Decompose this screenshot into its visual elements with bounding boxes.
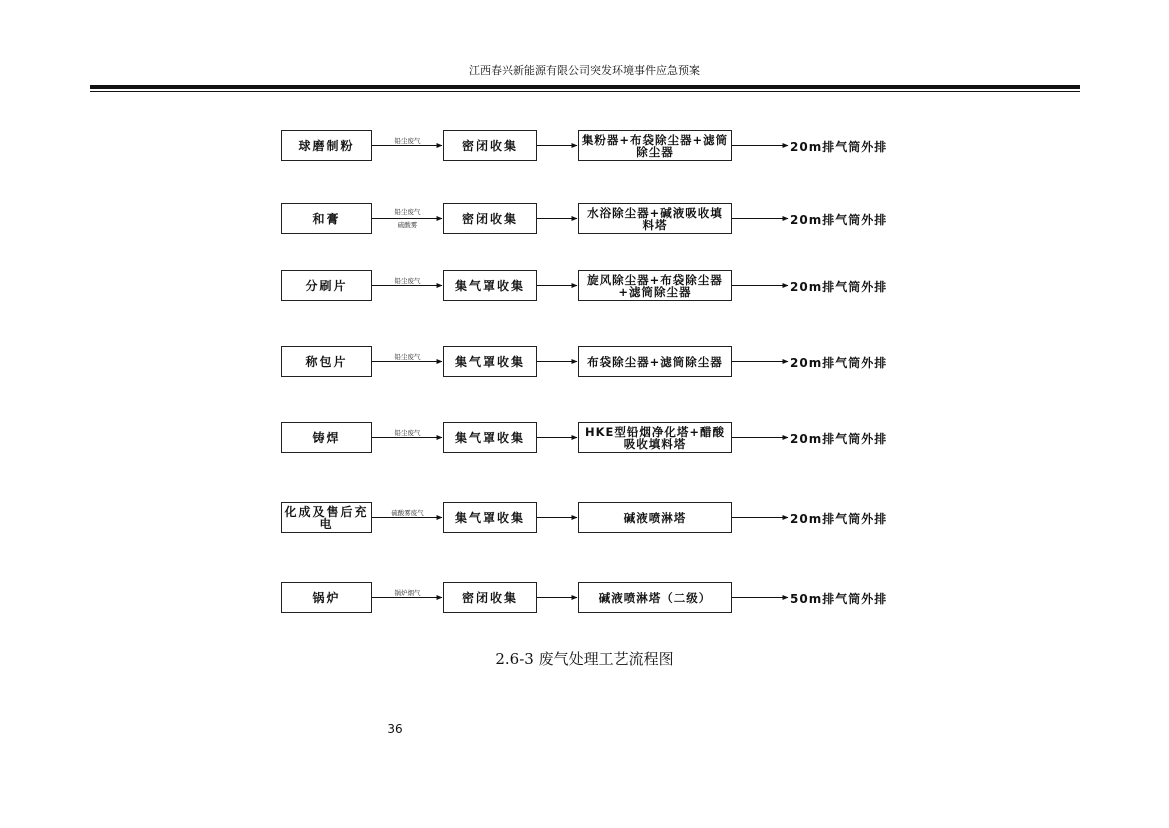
- gas-label-1-1: 铅尘废气: [394, 136, 421, 145]
- gas-label-2-2: 硫酸雾: [397, 220, 418, 229]
- source-box-1: 球磨制粉: [281, 130, 372, 161]
- gas-label-5-1: 铅尘废气: [394, 428, 421, 437]
- page-header-title: 江西春兴新能源有限公司突发环境事件应急预案: [469, 64, 700, 77]
- source-box-5: 铸焊: [281, 422, 372, 453]
- collection-box-5: 集气罩收集: [443, 422, 537, 453]
- source-box-7: 锅炉: [281, 582, 372, 613]
- treatment-box-2: 水浴除尘器+碱液吸收填料塔: [578, 203, 732, 234]
- outlet-label-5: 20m排气筒外排: [790, 431, 888, 446]
- collection-box-1: 密闭收集: [443, 130, 537, 161]
- treatment-box-7: 碱液喷淋塔（二级）: [578, 582, 732, 613]
- source-box-4: 称包片: [281, 346, 372, 377]
- gas-label-6-1: 硫酸雾废气: [391, 508, 424, 517]
- treatment-box-5: HKE型铅烟净化塔+醋酸吸收填料塔: [578, 422, 732, 453]
- gas-label-7-1: 锅炉烟气: [394, 588, 421, 597]
- treatment-box-6: 碱液喷淋塔: [578, 502, 732, 533]
- treatment-box-1: 集粉器+布袋除尘器+滤筒除尘器: [578, 130, 732, 161]
- gas-label-2-1: 铅尘废气: [394, 207, 421, 216]
- source-box-3: 分刷片: [281, 270, 372, 301]
- treatment-box-3: 旋风除尘器+布袋除尘器+滤筒除尘器: [578, 270, 732, 301]
- outlet-label-3: 20m排气筒外排: [790, 279, 888, 294]
- collection-box-2: 密闭收集: [443, 203, 537, 234]
- treatment-box-4: 布袋除尘器+滤筒除尘器: [578, 346, 732, 377]
- collection-box-6: 集气罩收集: [443, 502, 537, 533]
- outlet-label-1: 20m排气筒外排: [790, 139, 888, 154]
- outlet-label-7: 50m排气筒外排: [790, 591, 888, 606]
- collection-box-4: 集气罩收集: [443, 346, 537, 377]
- figure-caption: 2.6-3 废气处理工艺流程图: [495, 650, 674, 668]
- source-box-2: 和膏: [281, 203, 372, 234]
- outlet-label-2: 20m排气筒外排: [790, 212, 888, 227]
- collection-box-3: 集气罩收集: [443, 270, 537, 301]
- outlet-label-6: 20m排气筒外排: [790, 511, 888, 526]
- page-number: 36: [387, 722, 403, 736]
- source-box-6: 化成及售后充电: [281, 502, 372, 533]
- gas-label-3-1: 铅尘废气: [394, 276, 421, 285]
- gas-label-4-1: 铅尘废气: [394, 352, 421, 361]
- collection-box-7: 密闭收集: [443, 582, 537, 613]
- outlet-label-4: 20m排气筒外排: [790, 355, 888, 370]
